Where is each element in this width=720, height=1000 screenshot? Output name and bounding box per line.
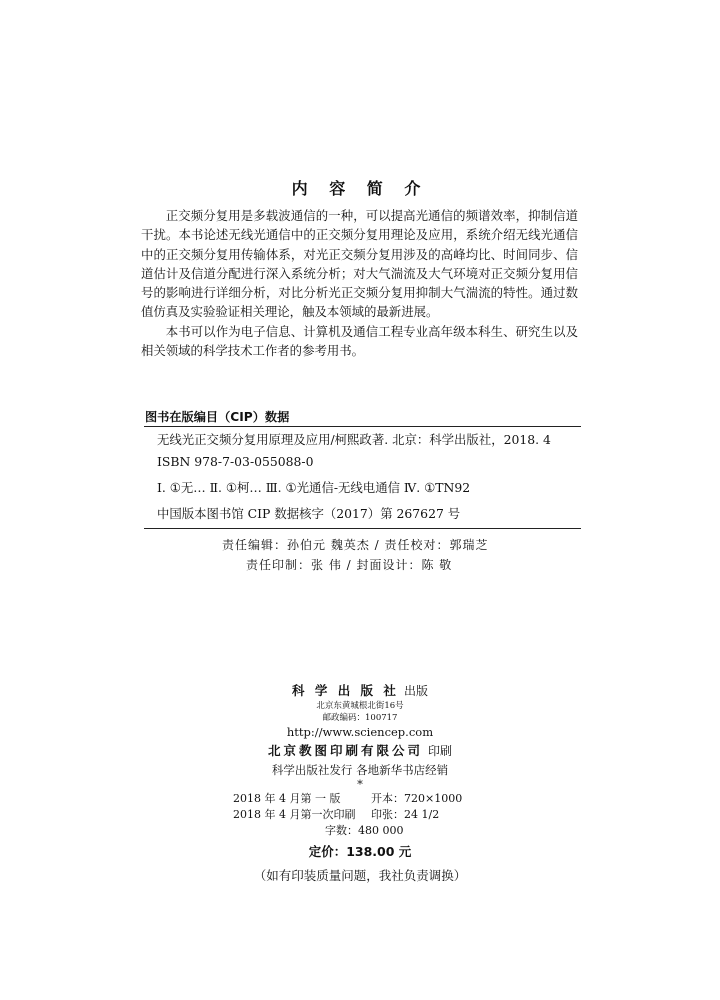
printer-name: 北京教图印刷有限公司	[267, 743, 423, 758]
publisher-postcode: 邮政编码：100717	[322, 713, 398, 723]
summary-paragraph-2: 本书可以作为电子信息、计算机及通信工程专业高年级本科生、研究生以及相关领域的科学技术工作者的参考用书。	[141, 323, 578, 359]
word-count: 字数：480 000	[325, 824, 404, 837]
cip-top-rule	[144, 426, 581, 427]
cip-record-number: 中国版本图书馆 CIP 数据核字（2017）第 267627 号	[157, 506, 461, 521]
publish-label: 出版	[404, 684, 429, 698]
publisher-block	[0, 680, 720, 790]
separator-asterisk: *	[357, 777, 363, 791]
cip-title-line: 无线光正交频分复用原理及应用/柯熙政著. 北京：科学出版社，2018. 4	[157, 432, 551, 447]
publisher-address: 北京东黄城根北街16号	[316, 701, 404, 711]
print-date: 2018 年 4 月第一次印刷	[233, 808, 356, 821]
production-credits: 责任印制：张 伟 / 封面设计：陈 敬	[246, 558, 453, 572]
cip-bottom-rule	[144, 528, 581, 529]
print-label: 印刷	[428, 744, 453, 758]
edition-date: 2018 年 4 月第 一 版	[233, 792, 341, 805]
cip-block	[141, 408, 581, 529]
content-summary	[141, 206, 578, 360]
publisher-name: 科 学 出 版 社	[291, 683, 399, 698]
editor-credits: 责任编辑：孙伯元 魏英杰 / 责任校对：郭瑞芝	[222, 538, 489, 552]
publisher-url: http://www.sciencep.com	[286, 725, 434, 739]
book-format: 开本：720×1000	[371, 792, 463, 805]
cip-heading: 图书在版编目（CIP）数据	[145, 410, 290, 424]
price: 定价：138.00 元	[308, 844, 412, 859]
content-summary-title: 内 容 简 介	[291, 179, 429, 198]
cip-isbn: ISBN 978-7-03-055088-0	[157, 454, 314, 469]
printed-sheets: 印张：24 1/2	[371, 808, 440, 821]
cip-classification: Ⅰ. ①无… Ⅱ. ①柯… Ⅲ. ①光通信-无线电通信 Ⅳ. ①TN92	[157, 480, 471, 495]
quality-notice: （如有印装质量问题，我社负责调换）	[253, 868, 467, 883]
distribution-info: 科学出版社发行 各地新华书店经销	[271, 763, 449, 777]
summary-paragraph-1: 正交频分复用是多载波通信的一种，可以提高光通信的频谱效率，抑制信道干扰。本书论述无线光通信中的正交频分复用理论及应用，系统介绍无线光通信中的正交频分复用传输体系，对光正交频分复用涉及的高峰均比、时间同步、信道估计及信道分配进行深入系统分析；对大气湍流及大气环境对正交频分复用信号的影响进行详细分析，对比分析光正交频分复用抑制大气湍流的特性。通过数值仿真及实验验证相关理论，触及本领域的最新进展。	[141, 208, 578, 320]
